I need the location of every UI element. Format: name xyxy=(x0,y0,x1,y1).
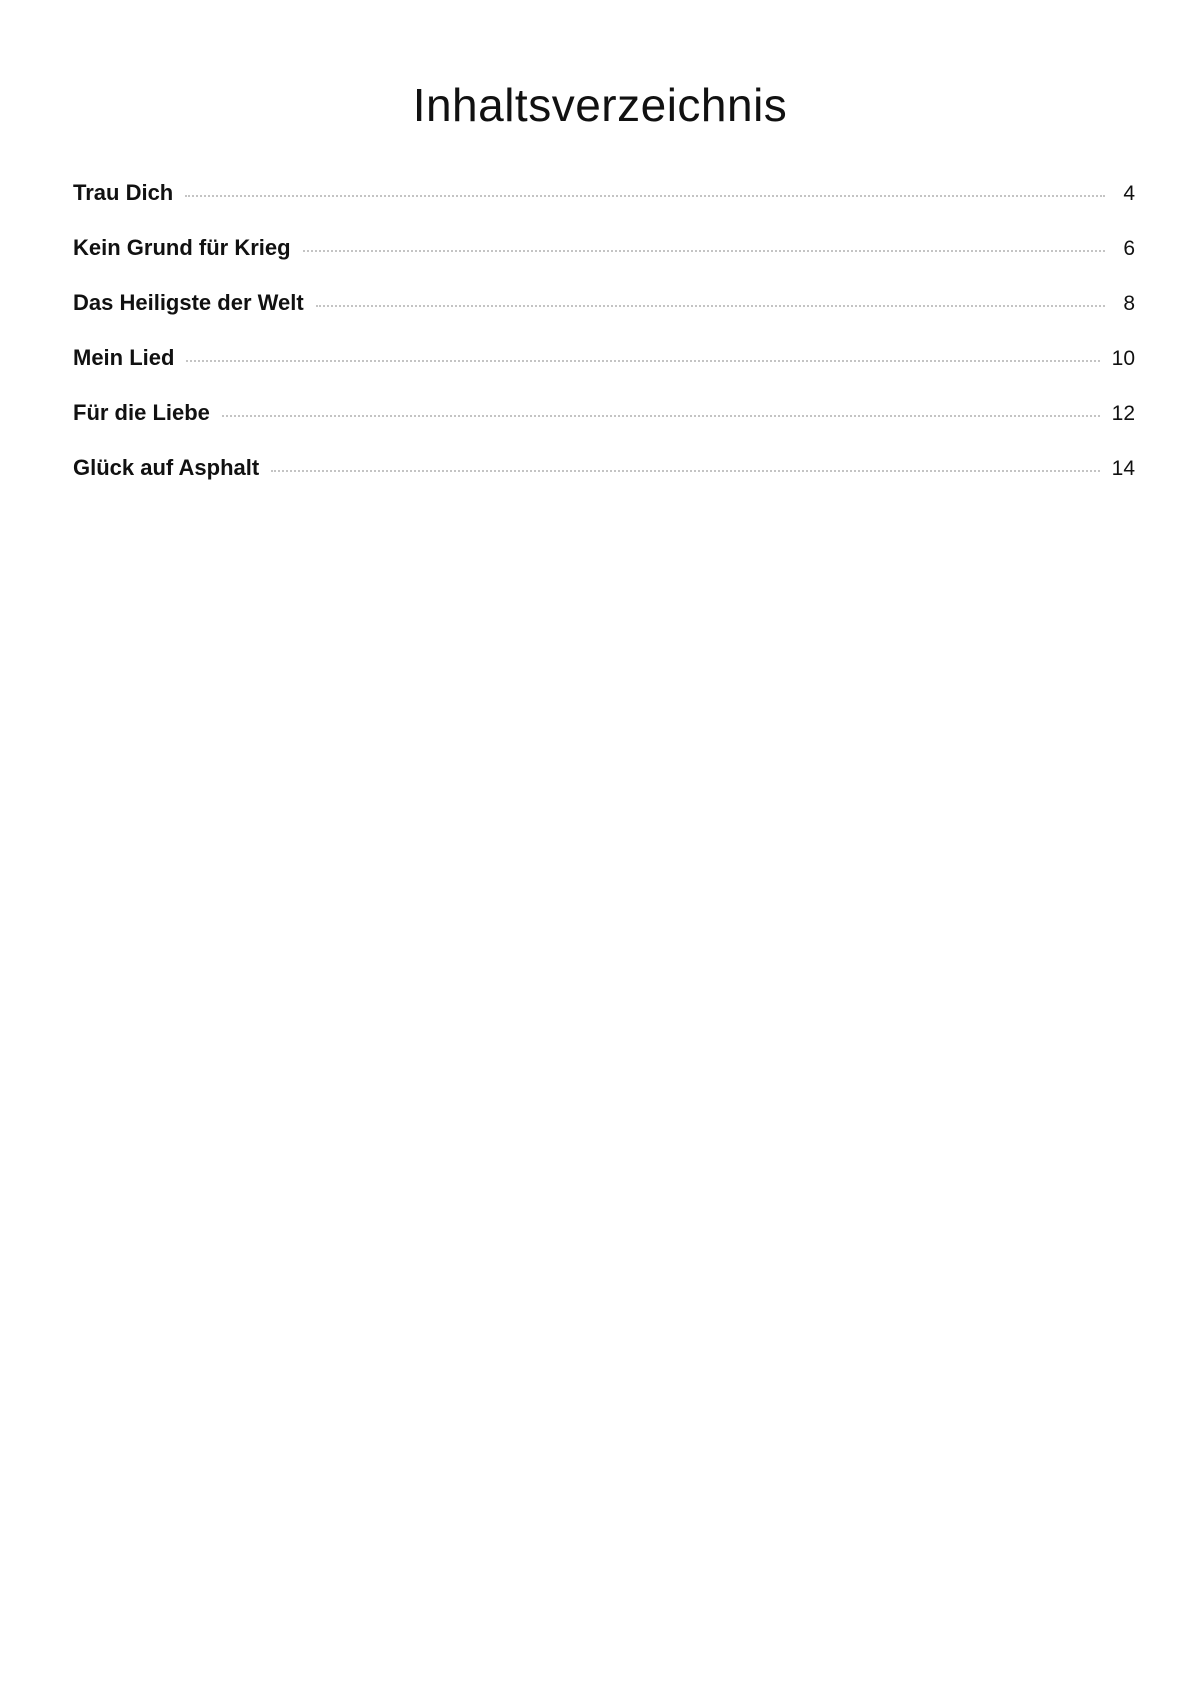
toc-entry[interactable] xyxy=(73,400,1135,455)
toc-entry-page-number: 8 xyxy=(1123,292,1135,315)
dot-leader xyxy=(316,305,1105,307)
toc-entry-page-number: 12 xyxy=(1111,402,1135,425)
toc-entry-title: Das Heiligste der Welt xyxy=(73,290,304,315)
toc-entry-title: Trau Dich xyxy=(73,180,174,205)
toc-entry-page-number: 6 xyxy=(1123,237,1135,260)
toc-entry-title: Glück auf Asphalt xyxy=(73,455,260,480)
dot-leader xyxy=(185,195,1105,197)
toc-entry-page-number: 10 xyxy=(1111,347,1135,370)
toc-entry-title: Kein Grund für Krieg xyxy=(73,235,291,260)
toc-entry-title: Für die Liebe xyxy=(73,400,210,425)
toc-entry[interactable] xyxy=(73,290,1135,345)
toc-entry-page-number: 4 xyxy=(1123,182,1135,205)
toc-entry-title: Mein Lied xyxy=(73,345,175,370)
table-of-contents xyxy=(73,180,1135,510)
page-title: Inhaltsverzeichnis xyxy=(412,79,788,131)
dot-leader xyxy=(186,360,1099,362)
toc-entry[interactable] xyxy=(73,180,1135,235)
toc-entry[interactable] xyxy=(73,345,1135,400)
toc-entry-page-number: 14 xyxy=(1111,457,1135,480)
dot-leader xyxy=(222,415,1100,417)
dot-leader xyxy=(271,470,1099,472)
toc-entry[interactable] xyxy=(73,235,1135,290)
dot-leader xyxy=(303,250,1105,252)
toc-entry[interactable] xyxy=(73,455,1135,510)
